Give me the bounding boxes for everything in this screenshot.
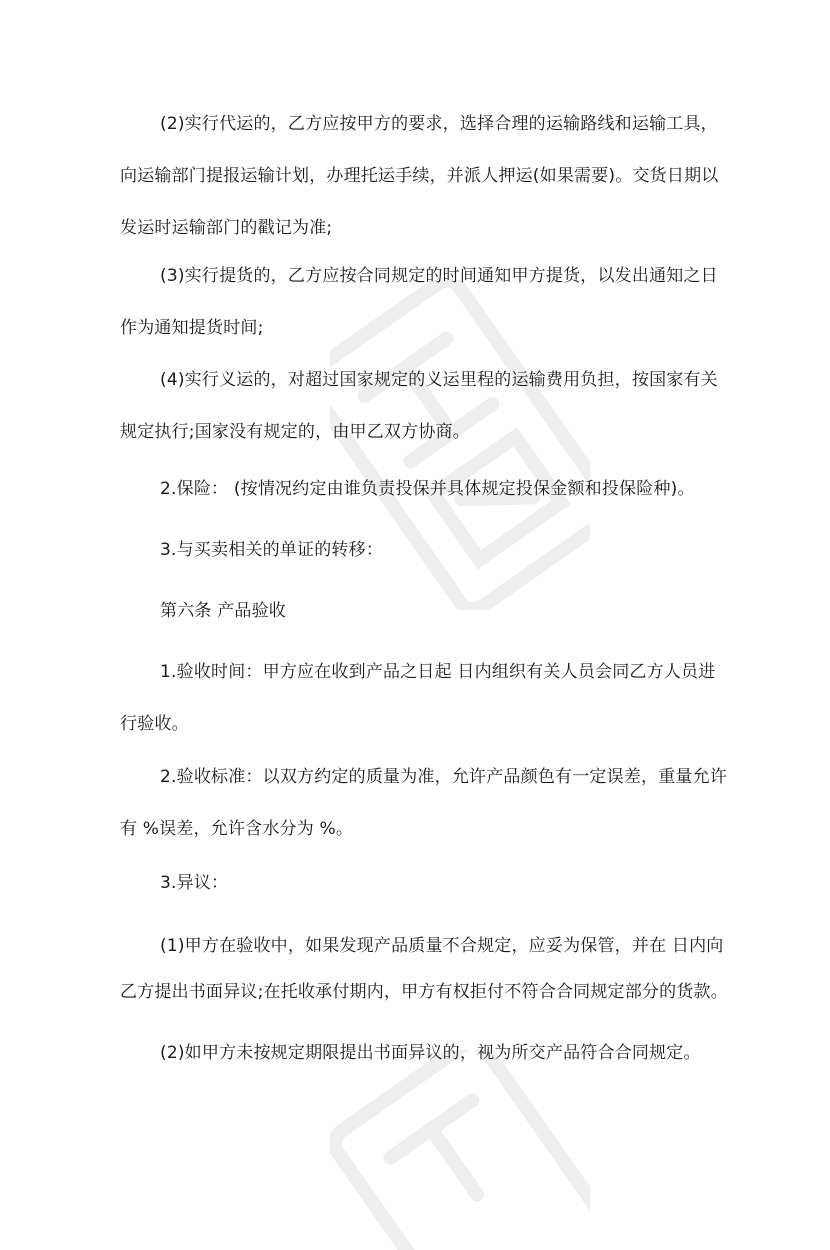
watermark-logo-bottom [330,1050,590,1250]
paragraph-pickup [120,259,720,345]
text-line: 3.与买卖相关的单证的转移： [160,540,384,560]
text-line: 作为通知提货时间; [120,318,264,338]
text-line: (1)甲方在验收中，如果发现产品质量不合规定，应妥为保管，并在 日内向 [160,936,724,956]
text-line: (4)实行义运的，对超过国家规定的义运里程的运输费用负担，按国家有关 [160,370,718,390]
section-heading: 第六条 产品验收 [160,601,287,621]
text-line: 1.验收时间：甲方应在收到产品之日起 日内组织有关人员会同乙方人员进 [160,662,716,682]
text-line: 2.保险： (按情况约定由谁负责投保并具体规定投保金额和投保险种)。 [160,479,695,499]
paragraph-insurance [120,472,720,506]
paragraph-objection-1 [120,929,728,1009]
paragraph-objection-2 [120,1036,720,1070]
text-line: 行验收。 [120,714,189,734]
text-line: (2)如甲方未按规定期限提出书面异议的，视为所交产品符合合同规定。 [160,1043,701,1063]
text-line: 2.验收标准：以双方约定的质量为准，允许产品颜色有一定误差，重量允许 [160,767,728,787]
section-heading-article-6 [120,594,720,628]
text-line: (2)实行代运的，乙方应按甲方的要求，选择合理的运输路线和运输工具， [160,114,718,134]
text-line: 规定执行;国家没有规定的，由甲乙双方协商。 [120,422,470,442]
paragraph-documents-transfer [120,533,720,567]
paragraph-voluntary-transport [120,363,720,449]
text-line: (3)实行提货的，乙方应按合同规定的时间通知甲方提货，以发出通知之日 [160,266,718,286]
text-line: 发运时运输部门的戳记为准; [120,218,333,238]
paragraph-inspection-time [120,655,720,741]
text-line: 3.异议： [160,873,229,893]
text-line: 向运输部门提报运输计划，办理托运手续，并派人押运(如果需要)。交货日期以 [120,166,719,186]
paragraph-inspection-standard [120,760,728,846]
paragraph-objection-heading [120,866,720,900]
paragraph-delivery-agency [120,107,720,245]
text-line: 有 %误差，允许含水分为 %。 [120,819,354,839]
text-line: 乙方提出书面异议;在托收承付期内，甲方有权拒付不符合合同规定部分的货款。 [120,982,728,1002]
